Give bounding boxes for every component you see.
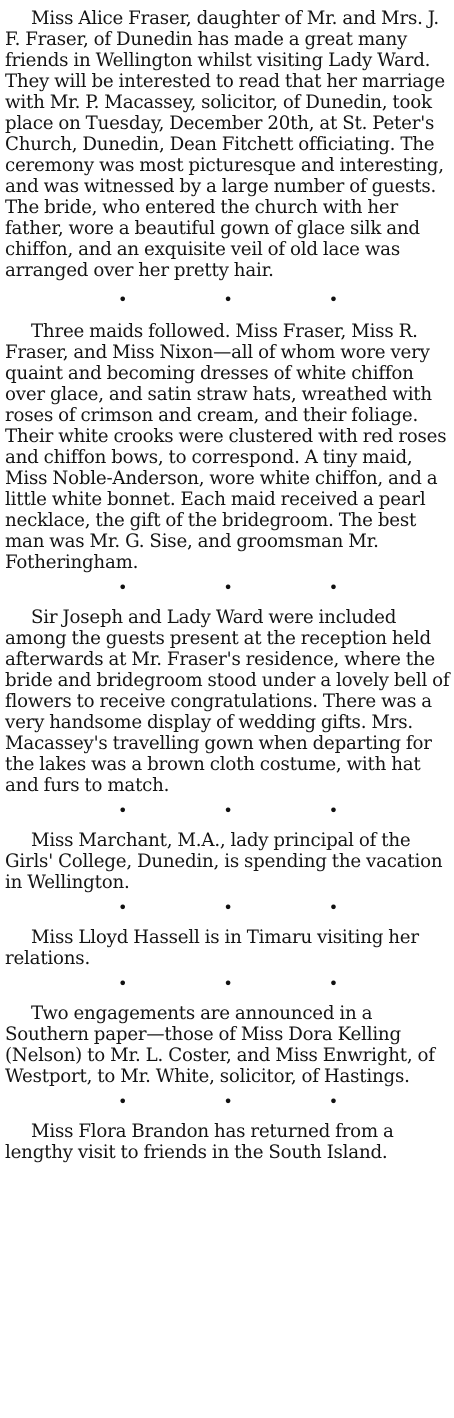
bullet: • (118, 898, 128, 917)
separator (118, 291, 338, 309)
article-column (5, 2, 451, 1163)
bullet: • (328, 1092, 338, 1111)
separator (118, 802, 338, 820)
bullet: • (118, 974, 128, 993)
bullet: • (118, 578, 128, 597)
paragraph-fraser-wedding: Miss Alice Fraser, daughter of Mr. and Mrs. J. F. Fraser, of Dunedin has made a great many friends in Wellington whilst visiting Lady Ward. They will be interested to read that her marriage with Mr. P. Macassey, solicitor, of Dunedin, took place on Tuesday, December 20th, at St. Peter's Church, Dunedin, Dean Fitchett officiating. The ceremony was most picturesque and interesting, and was witnessed by a large number of guests. The bride, who entered the church with her father, wore a beautiful gown of glace silk and chiffon, and an exquisite veil of old lace was arranged over her pretty hair. (5, 8, 445, 281)
separator (118, 899, 338, 917)
bullet: • (223, 898, 233, 917)
bullet: • (328, 898, 338, 917)
separator (118, 579, 338, 597)
bullet: • (328, 974, 338, 993)
bullet: • (328, 578, 338, 597)
bullet: • (118, 1092, 128, 1111)
paragraph-reception: Sir Joseph and Lady Ward were included among the guests present at the reception held afterwards at Mr. Fraser's residence, where the bride and bridegroom stood under a lovely bell of flowers to receive congratulations. There was a very handsome display of wedding gifts. Mrs. Macassey's travelling gown when departing for the lakes was a brown cloth costume, with hat and furs to match. (5, 607, 450, 796)
bullet: • (328, 801, 338, 820)
bullet: • (223, 1092, 233, 1111)
paragraph-bridesmaids: Three maids followed. Miss Fraser, Miss R. Fraser, and Miss Nixon—all of whom wore very quaint and becoming dresses of white chiffon over glace, and satin straw hats, wreathed with roses of crimson and cream, and their foliage. Their white crooks were clustered with red roses and chiffon bows, to correspond. A tiny maid, Miss Noble-Anderson, wore white chiffon, and a little white bonnet. Each maid received a pearl necklace, the gift of the bridegroom. The best man was Mr. G. Sise, and groomsman Mr. Fotheringham. (5, 321, 447, 573)
separator (118, 1093, 338, 1111)
bullet: • (223, 578, 233, 597)
paragraph-hassell: Miss Lloyd Hassell is in Timaru visiting her relations. (5, 927, 419, 969)
bullet: • (223, 801, 233, 820)
bullet: • (223, 290, 233, 309)
bullet: • (118, 290, 128, 309)
bullet: • (118, 801, 128, 820)
paragraph-brandon: Miss Flora Brandon has returned from a lengthy visit to friends in the South Island. (5, 1121, 394, 1163)
separator (118, 975, 338, 993)
paragraph-marchant: Miss Marchant, M.A., lady principal of the Girls' College, Dunedin, is spending the vacation in Wellington. (5, 830, 443, 893)
bullet: • (328, 290, 338, 309)
bullet: • (223, 974, 233, 993)
paragraph-engagements: Two engagements are announced in a Southern paper—those of Miss Dora Kelling (Nelson) to Mr. L. Coster, and Miss Enwright, of Westport, to Mr. White, solicitor, of Hastings. (5, 1003, 435, 1087)
